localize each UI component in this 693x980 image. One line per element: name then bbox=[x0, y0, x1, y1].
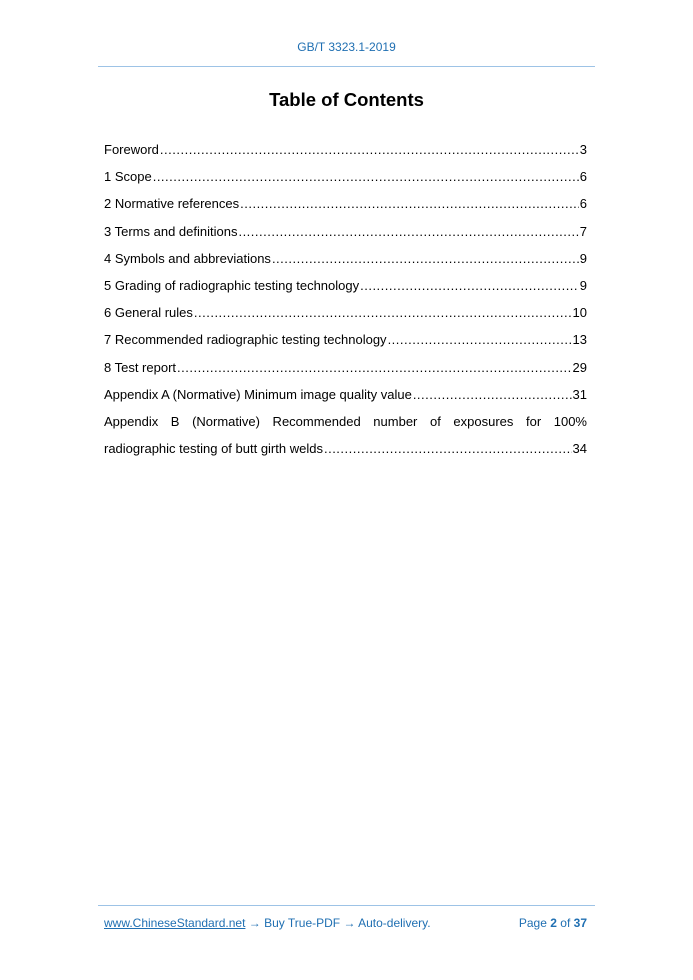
toc-page-number: 9 bbox=[579, 277, 587, 293]
toc-entry-symbols-abbreviations[interactable] bbox=[104, 249, 587, 276]
toc-entry-general-rules[interactable] bbox=[104, 303, 587, 330]
footer-promo bbox=[104, 916, 431, 930]
current-page-number: 2 bbox=[550, 916, 557, 930]
toc-entry-appendix-b[interactable] bbox=[104, 439, 587, 466]
toc-page-number: 10 bbox=[572, 305, 587, 321]
toc-page-number: 34 bbox=[572, 441, 587, 457]
toc-entry-label[interactable]: 6 General rules bbox=[104, 305, 193, 321]
toc-entry-label[interactable]: Appendix A (Normative) Minimum image quality value bbox=[104, 386, 412, 402]
toc-entry-test-report[interactable] bbox=[104, 358, 587, 385]
dot-leader bbox=[153, 167, 579, 187]
page-footer bbox=[104, 916, 587, 930]
toc-entry-label[interactable]: 3 Terms and definitions bbox=[104, 223, 238, 239]
toc-entry-label[interactable]: 2 Normative references bbox=[104, 196, 240, 212]
header-divider bbox=[98, 66, 595, 67]
dot-leader bbox=[360, 276, 579, 296]
footer-tagline: → Buy True-PDF → Auto-delivery. bbox=[245, 916, 431, 930]
toc-page-number: 7 bbox=[579, 223, 587, 239]
toc-page-number: 31 bbox=[572, 386, 587, 402]
dot-leader bbox=[413, 385, 572, 405]
page-title: Table of Contents bbox=[269, 89, 424, 110]
toc-entry-recommended-technology[interactable] bbox=[104, 330, 587, 357]
toc-page-number: 6 bbox=[579, 196, 587, 212]
toc-page-number: 13 bbox=[572, 332, 587, 348]
toc-entry-label[interactable]: Foreword bbox=[104, 142, 159, 157]
page-indicator bbox=[519, 916, 587, 930]
page-prefix: Page bbox=[518, 916, 547, 930]
total-page-number: 37 bbox=[573, 916, 587, 930]
toc-entry-label[interactable]: 7 Recommended radiographic testing technology bbox=[104, 332, 387, 348]
toc-entry-label[interactable]: 4 Symbols and abbreviations bbox=[104, 250, 271, 266]
toc-page-number: 9 bbox=[579, 250, 587, 266]
toc-entry-grading[interactable] bbox=[104, 276, 587, 303]
footer-divider bbox=[98, 905, 595, 906]
document-header: GB/T 3323.1-2019 bbox=[297, 40, 396, 54]
toc-entry-scope[interactable] bbox=[104, 167, 587, 194]
toc-entry-label[interactable]: 5 Grading of radiographic testing technology bbox=[104, 277, 360, 293]
dot-leader bbox=[177, 358, 572, 378]
toc-page-number: 6 bbox=[579, 169, 587, 185]
toc-entry-appendix-b-line1[interactable]: Appendix B (Normative) Recommended number of exposures for 100% bbox=[104, 413, 587, 429]
page-of: of bbox=[560, 916, 571, 930]
toc-entry-label[interactable]: 8 Test report bbox=[104, 359, 177, 375]
dot-leader bbox=[240, 194, 579, 214]
toc-entry-label[interactable]: radiographic testing of butt girth welds bbox=[104, 441, 323, 457]
toc-entry-foreword[interactable] bbox=[104, 140, 587, 167]
toc-page-number: 29 bbox=[572, 359, 587, 375]
dot-leader bbox=[238, 222, 578, 242]
dot-leader bbox=[324, 439, 572, 459]
dot-leader bbox=[388, 330, 572, 350]
website-link[interactable]: www.ChineseStandard.net bbox=[104, 916, 246, 930]
toc-entry-label[interactable]: 1 Scope bbox=[104, 169, 152, 185]
toc-entry-appendix-a[interactable] bbox=[104, 385, 587, 412]
toc-page-number: 3 bbox=[579, 142, 587, 157]
dot-leader bbox=[194, 303, 572, 323]
dot-leader bbox=[160, 140, 579, 160]
dot-leader bbox=[272, 249, 579, 269]
toc-entry-terms-definitions[interactable] bbox=[104, 222, 587, 249]
toc-entry-normative-references[interactable] bbox=[104, 194, 587, 221]
table-of-contents bbox=[104, 140, 587, 466]
